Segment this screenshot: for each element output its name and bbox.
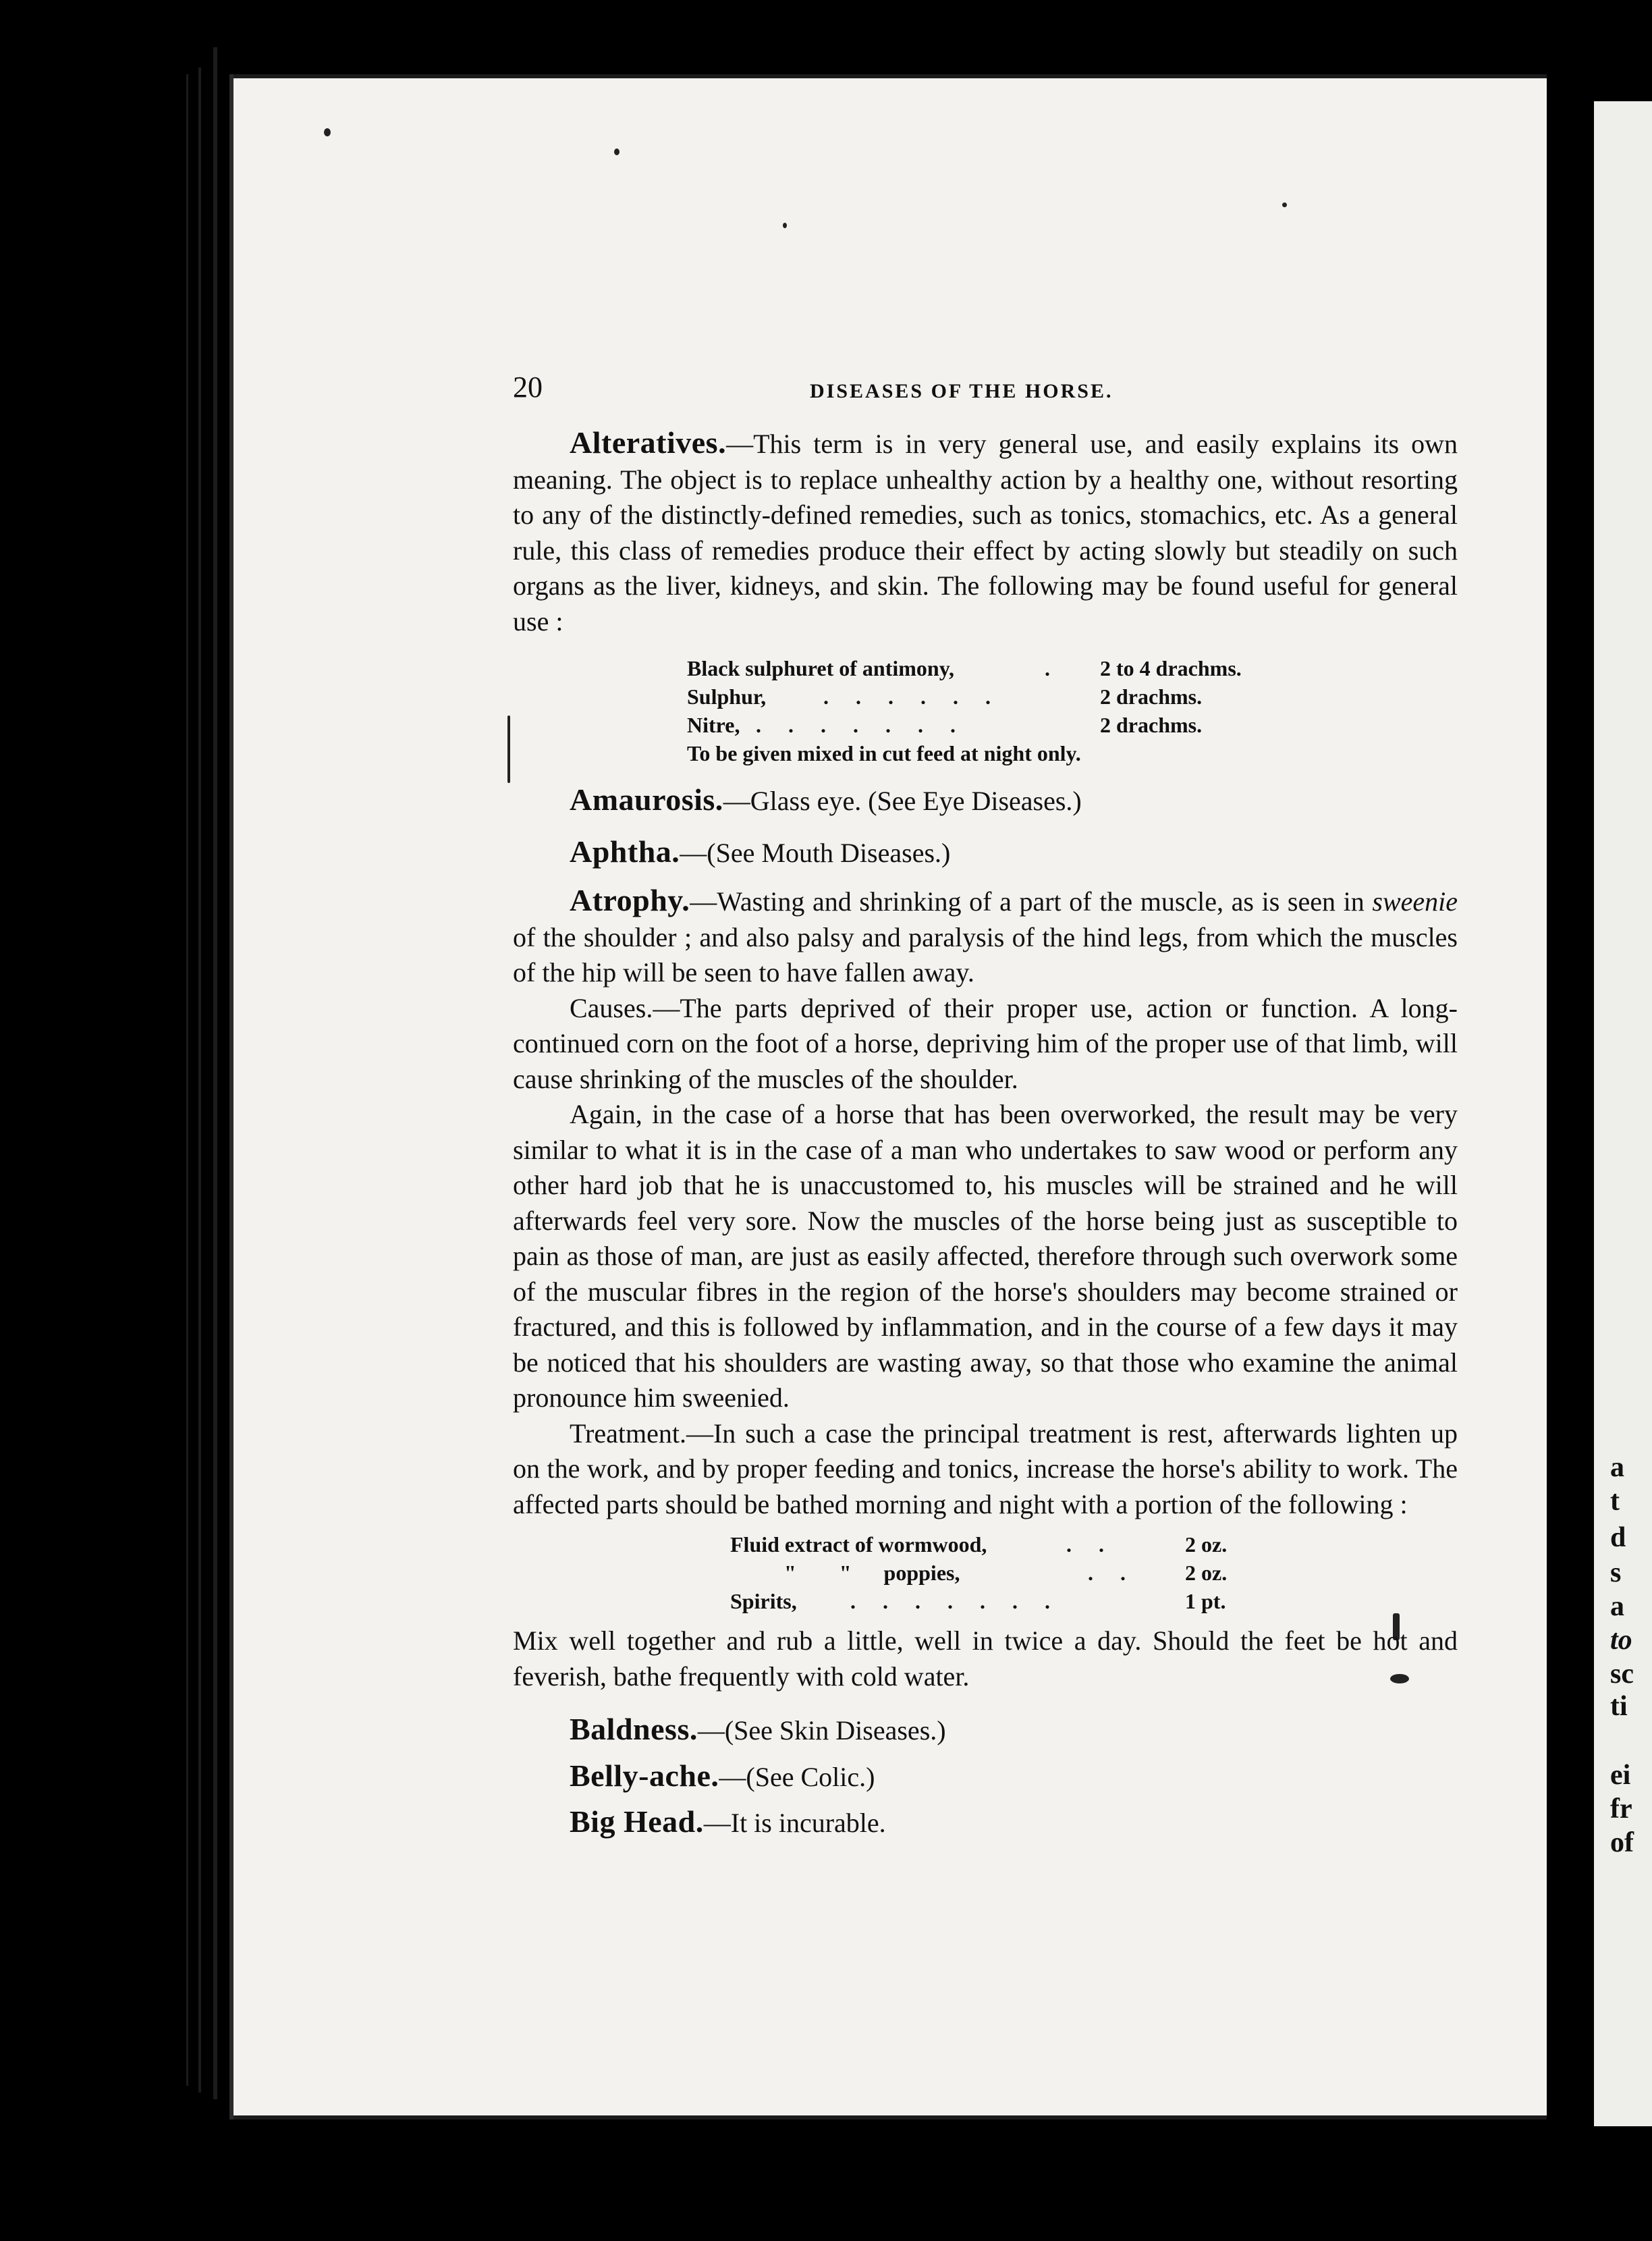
entry-text: —Wasting and shrinking of a part of the muscle, as is seen in xyxy=(690,886,1373,917)
page-edge-line xyxy=(198,68,201,2092)
recipe-ingredient: Spirits, xyxy=(730,1589,797,1613)
entry-text: —It is incurable. xyxy=(703,1808,886,1838)
recipe-ingredient: Nitre, xyxy=(687,713,740,737)
page-content xyxy=(513,370,1458,1841)
recipe-ingredient: " " poppies, xyxy=(784,1561,960,1585)
next-page-letter: s xyxy=(1610,1557,1622,1588)
entry-text-italic: sweenie xyxy=(1372,886,1458,917)
recipe-leader: . xyxy=(1045,656,1061,680)
scan-speck xyxy=(324,128,331,136)
scan-speck xyxy=(614,148,620,155)
next-page-letter: sc xyxy=(1610,1658,1634,1690)
entry-term: Baldness. xyxy=(570,1712,698,1746)
entry-text: —(See Colic.) xyxy=(719,1761,875,1792)
entry-term: Amaurosis. xyxy=(570,782,723,817)
entry-bighead xyxy=(513,1804,1458,1841)
next-page-letter: d xyxy=(1610,1522,1626,1553)
recipe-row xyxy=(513,1587,1458,1615)
recipe-row xyxy=(513,654,1458,682)
next-page-letter: t xyxy=(1610,1486,1620,1517)
entry-baldness xyxy=(513,1712,1458,1749)
recipe-row xyxy=(513,1559,1458,1587)
entry-text: —(See Skin Diseases.) xyxy=(697,1715,946,1746)
entry-amaurosis xyxy=(513,782,1458,819)
adjacent-page-fragment xyxy=(1594,101,1652,2126)
page-edge-line xyxy=(213,47,217,2099)
page-top-edge xyxy=(233,74,1547,78)
recipe-leader: . . xyxy=(1088,1561,1136,1585)
entry-text: of the shoulder ; and also palsy and paralysis of the hind legs, from which the muscles of the hip will be seen to have fallen away. xyxy=(513,921,1458,988)
recipe-dose: 2 oz. xyxy=(1185,1561,1228,1585)
next-page-letter: a xyxy=(1610,1591,1624,1622)
recipe-ingredient: Fluid extract of wormwood, xyxy=(730,1532,987,1557)
recipe-row xyxy=(513,711,1458,739)
recipe-dose: 1 pt. xyxy=(1185,1589,1226,1613)
recipe-dose: 2 drachms. xyxy=(1100,684,1203,709)
recipe-row xyxy=(513,1530,1458,1559)
paragraph-treatment: Treatment.—In such a case the principal treatment is rest, afterwards lighten up on the work, and by proper feeding and tonics, increase the horse's ability to work. The affected parts should be bathed morning and night with a portion of the following : xyxy=(513,1418,1458,1519)
entry-term: Atrophy. xyxy=(570,883,690,917)
recipe-ingredient: Sulphur, xyxy=(687,684,767,709)
recipe-leader: . . xyxy=(1066,1532,1115,1557)
entry-term: Alteratives. xyxy=(570,425,727,460)
recipe-dose: 2 oz. xyxy=(1185,1532,1228,1557)
page-edge-line xyxy=(186,74,188,2086)
entry-term: Aphtha. xyxy=(570,834,680,869)
next-page-letter: ei xyxy=(1610,1760,1631,1791)
paragraph-closing: Mix well together and rub a little, well in twice a day. Should the feet be hot and feverish, bathe frequently with cold water. xyxy=(513,1625,1458,1692)
recipe-dose: 2 to 4 drachms. xyxy=(1100,656,1242,680)
next-page-letter: of xyxy=(1610,1827,1634,1858)
recipe-leader: . . . . . . xyxy=(823,684,1001,709)
page-number: 20 xyxy=(513,371,543,404)
recipe-ingredient: Black sulphuret of antimony, xyxy=(687,656,954,680)
running-header xyxy=(513,370,1458,417)
paragraph-again: Again, in the case of a horse that has been overworked, the result may be very similar to what it is in the case of a man who undertakes to saw wood or perform any other hard job that he is unaccustomed to, his muscles will be strained and he will afterwards feel very sore. Now the muscles of the horse being just as susceptible to pain as those of man, are just as easily affected, therefore through such overwork some of the muscular fibres in the region of the horse's shoulders may become strained or fractured, and this is followed by inflammation, and in the course of a few days it may be noticed that his shoulders are wasting away, so that those who examine the animal pronounce him sweenied. xyxy=(513,1099,1458,1413)
entry-alteratives xyxy=(513,425,1458,639)
entry-atrophy xyxy=(513,883,1458,991)
recipe-alteratives xyxy=(513,654,1458,767)
recipe-row xyxy=(513,682,1458,711)
recipe-row xyxy=(513,739,1458,767)
next-page-letter: a xyxy=(1610,1452,1624,1483)
next-page-letter: ti xyxy=(1610,1691,1628,1722)
next-page-letter: fr xyxy=(1610,1793,1632,1825)
recipe-note: To be given mixed in cut feed at night only. xyxy=(687,741,1081,765)
recipe-leader: . . . . . . . xyxy=(756,713,966,737)
recipe-leader: . . . . . . . xyxy=(850,1589,1061,1613)
entry-term: Big Head. xyxy=(570,1804,704,1839)
running-title: DISEASES OF THE HORSE. xyxy=(810,380,1113,402)
entry-aphtha xyxy=(513,834,1458,871)
page-bottom-edge xyxy=(233,2115,1547,2120)
entry-text: —This term is in very general use, and easily explains its own meaning. The object is to replace unhealthy action by a healthy one, without resorting to any of the distinctly-defined remedies, such as tonics, stomachics, etc. As a general rule, this class of remedies produce their effect by acting slowly but steadily on such organs as the liver, kidneys, and skin. The following may be found useful for general use : xyxy=(513,429,1458,637)
paragraph-causes: Causes.—The parts deprived of their proper use, action or function. A long-continued corn on the foot of a horse, depriving him of the proper use of that limb, will cause shrinking of the muscles of the shoulder. xyxy=(513,992,1458,1094)
recipe-dose: 2 drachms. xyxy=(1100,713,1203,737)
scan-speck xyxy=(783,223,787,228)
entry-text: —Glass eye. (See Eye Diseases.) xyxy=(723,786,1082,816)
entry-term: Belly-ache. xyxy=(570,1758,719,1793)
entry-text: —(See Mouth Diseases.) xyxy=(680,837,951,868)
entry-bellyache xyxy=(513,1758,1458,1796)
recipe-atrophy xyxy=(513,1530,1458,1615)
next-page-letter: to xyxy=(1610,1625,1632,1656)
scan-speck xyxy=(1282,202,1287,207)
scan-speck xyxy=(507,716,510,783)
